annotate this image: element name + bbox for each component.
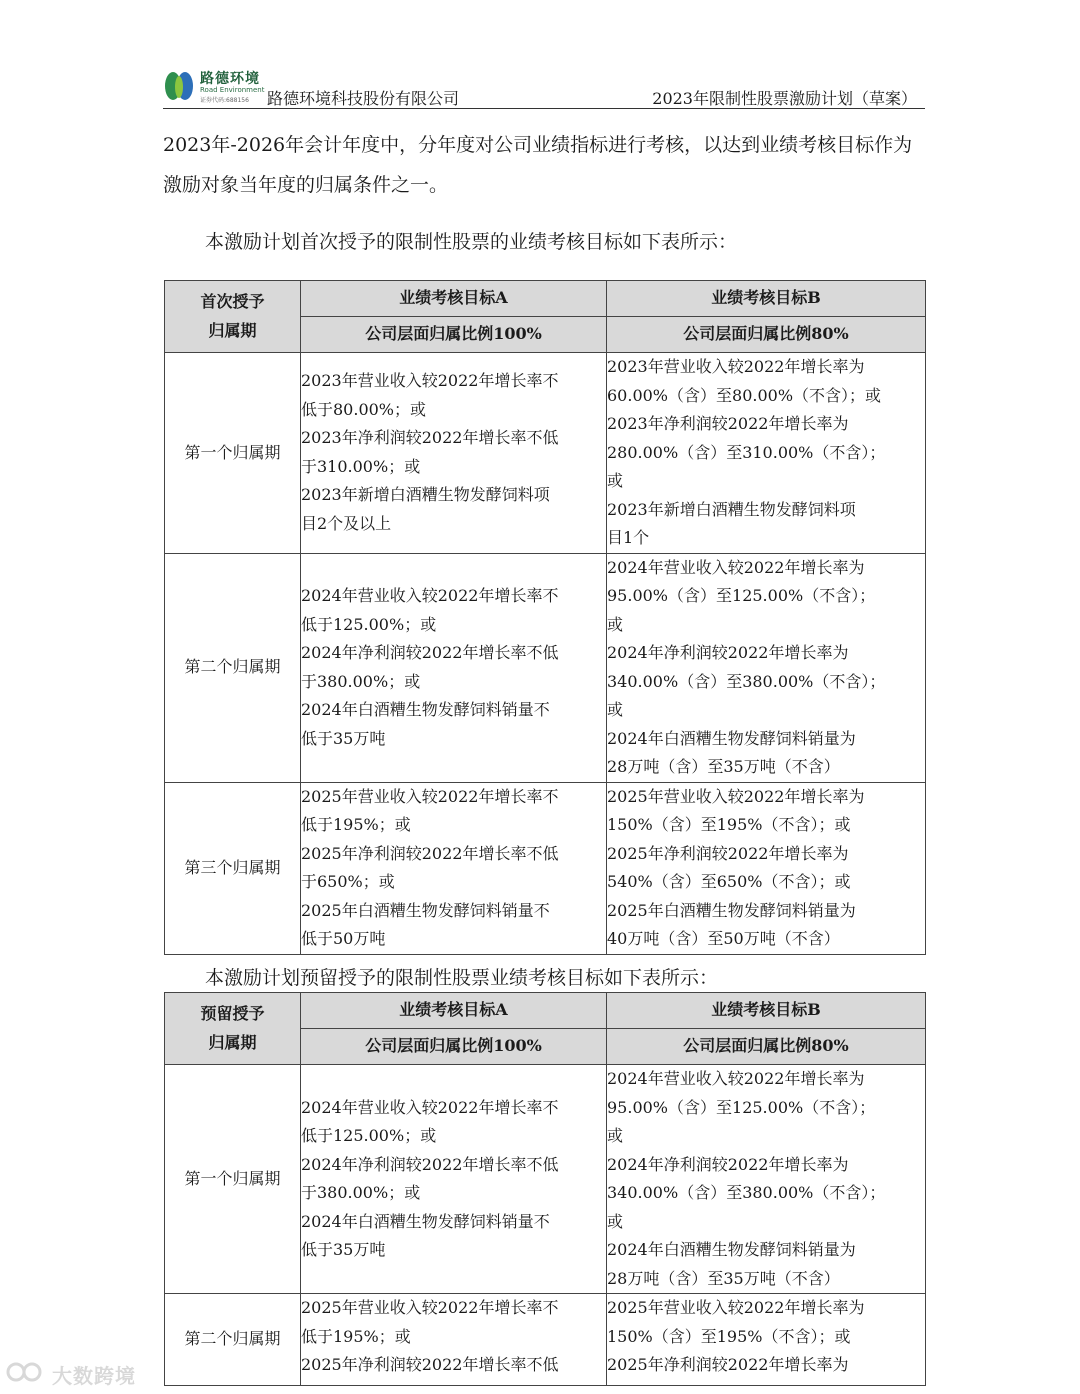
- target-line: 2024年营业收入较2022年增长率不: [301, 1097, 559, 1117]
- col-header-target-a: 业绩考核目标A: [301, 281, 607, 317]
- target-line: 2024年净利润较2022年增长率为: [607, 643, 849, 662]
- sub-header-ratio-a: 公司层面归属比例100%: [301, 317, 607, 353]
- period-cell: 第二个归属期: [165, 553, 301, 782]
- col-header-target-a: 业绩考核目标A: [301, 993, 607, 1029]
- target-line: 2024年净利润较2022年增长率为: [607, 1154, 849, 1174]
- table-row: [165, 782, 926, 954]
- target-b-cell: [607, 782, 926, 954]
- sub-header-ratio-b: 公司层面归属比例80%: [607, 1029, 926, 1065]
- target-a-cell: [301, 1294, 607, 1386]
- target-line: 28万吨（含）至35万吨（不含）: [607, 1268, 840, 1288]
- intro-paragraph: 2023年-2026年会计年度中，分年度对公司业绩指标进行考核，以达到业绩考核目标作为激励对象当年度的归属条件之一。: [163, 134, 913, 196]
- company-name: 路德环境科技股份有限公司: [267, 89, 460, 108]
- table-row: [165, 353, 926, 554]
- target-line: 150%（含）至195%（不含）；或: [607, 1326, 851, 1346]
- target-line: 2023年净利润较2022年增长率不低: [301, 428, 559, 448]
- target-line: 于650%；或: [301, 872, 395, 891]
- target-line: 2023年营业收入较2022年增长率为: [607, 357, 865, 376]
- target-line: 2025年净利润较2022年增长率为: [607, 1355, 849, 1374]
- target-line: 2025年营业收入较2022年增长率不: [301, 786, 559, 806]
- logo-stock-code: 证券代码:688156: [200, 97, 249, 104]
- target-a-cell: [301, 782, 607, 954]
- table2-caption: 本激励计划预留授予的限制性股票业绩考核目标如下表所示：: [205, 967, 719, 989]
- target-b-cell: [607, 1065, 926, 1294]
- target-line: 2024年营业收入较2022年增长率为: [607, 557, 865, 577]
- target-line: 2024年白酒糟生物发酵饲料销量为: [607, 1240, 856, 1259]
- target-line: 低于195%；或: [301, 815, 411, 834]
- target-line: 目1个: [607, 528, 650, 547]
- target-line: 340.00%（含）至380.00%（不含）；: [607, 1183, 886, 1202]
- logo-name-en: Road Environment: [200, 86, 265, 94]
- target-line: 2025年营业收入较2022年增长率为: [607, 1298, 865, 1317]
- target-b-cell: [607, 1294, 926, 1386]
- target-line: 150%（含）至195%（不含）；或: [607, 815, 851, 834]
- target-a-cell: [301, 1065, 607, 1294]
- target-line: 95.00%（含）至125.00%（不含）；: [607, 586, 876, 605]
- target-line: 或: [607, 614, 624, 634]
- reserved-grant-table: [164, 992, 926, 1386]
- target-line: 或: [607, 1211, 624, 1231]
- target-b-cell: [607, 553, 926, 782]
- target-line: 2025年净利润较2022年增长率不低: [301, 843, 559, 863]
- target-line: 40万吨（含）至50万吨（不含）: [607, 929, 840, 948]
- target-line: 2025年营业收入较2022年增长率为: [607, 786, 865, 806]
- period-cell: 第一个归属期: [165, 353, 301, 554]
- target-line: 低于195%；或: [301, 1326, 411, 1346]
- target-a-cell: [301, 553, 607, 782]
- target-line: 或: [607, 1126, 624, 1145]
- table-row: [165, 553, 926, 782]
- target-line: 340.00%（含）至380.00%（不含）；: [607, 671, 886, 691]
- target-line: 280.00%（含）至310.00%（不含）；: [607, 442, 886, 462]
- target-line: 540%（含）至650%（不含）；或: [607, 872, 851, 891]
- target-line: 或: [607, 700, 624, 719]
- target-line: 低于50万吨: [301, 929, 386, 948]
- table-row: [165, 1065, 926, 1294]
- target-line: 2024年营业收入较2022年增长率为: [607, 1069, 865, 1088]
- target-line: 28万吨（含）至35万吨（不含）: [607, 757, 840, 776]
- sub-header-ratio-a: 公司层面归属比例100%: [301, 1029, 607, 1065]
- watermark: [6, 1354, 146, 1390]
- target-line: 低于35万吨: [301, 728, 386, 748]
- target-line: 2024年白酒糟生物发酵饲料销量为: [607, 728, 856, 748]
- target-line: 2024年净利润较2022年增长率不低: [301, 1154, 559, 1174]
- period-cell: 第一个归属期: [165, 1065, 301, 1294]
- plan-title: 2023年限制性股票激励计划（草案）: [652, 89, 917, 108]
- period-cell: 第二个归属期: [165, 1294, 301, 1386]
- target-line: 2023年新增白酒糟生物发酵饲料项: [301, 485, 550, 505]
- target-line: 2024年白酒糟生物发酵饲料销量不: [301, 700, 550, 719]
- target-line: 2023年净利润较2022年增长率为: [607, 414, 849, 433]
- target-line: 于380.00%；或: [301, 671, 421, 691]
- sub-header-ratio-b: 公司层面归属比例80%: [607, 317, 926, 353]
- period-cell: 第三个归属期: [165, 782, 301, 954]
- target-line: 2024年营业收入较2022年增长率不: [301, 586, 559, 605]
- target-line: 2023年营业收入较2022年增长率不: [301, 371, 559, 391]
- target-line: 60.00%（含）至80.00%（不含）；或: [607, 385, 882, 405]
- target-line: 2023年新增白酒糟生物发酵饲料项: [607, 499, 856, 519]
- target-line: 于310.00%；或: [301, 456, 421, 476]
- target-b-cell: [607, 353, 926, 554]
- target-line: 低于125.00%；或: [301, 1126, 437, 1145]
- col-header-target-b: 业绩考核目标B: [607, 993, 926, 1029]
- target-line: 2025年净利润较2022年增长率不低: [301, 1355, 559, 1374]
- watermark-text: 大数跨境: [52, 1364, 136, 1388]
- initial-grant-table: [164, 280, 926, 955]
- logo-name-cn: 路德环境: [200, 71, 260, 87]
- target-line: 2025年白酒糟生物发酵饲料销量为: [607, 900, 856, 920]
- target-line: 低于80.00%；或: [301, 399, 427, 419]
- col-header-target-b: 业绩考核目标B: [607, 281, 926, 317]
- watermark-logo-icon: [6, 1358, 46, 1386]
- target-a-cell: [301, 353, 607, 554]
- page-header: [163, 64, 925, 109]
- target-line: 或: [607, 471, 624, 490]
- col-header-period: 首次授予归属期: [165, 281, 301, 353]
- target-line: 2024年白酒糟生物发酵饲料销量不: [301, 1211, 550, 1231]
- table1-caption: 本激励计划首次授予的限制性股票的业绩考核目标如下表所示：: [205, 231, 738, 253]
- col-header-period: 预留授予归属期: [165, 993, 301, 1065]
- target-line: 2025年白酒糟生物发酵饲料销量不: [301, 900, 550, 920]
- target-line: 95.00%（含）至125.00%（不含）；: [607, 1097, 876, 1117]
- table-row: [165, 1294, 926, 1386]
- target-line: 于380.00%；或: [301, 1183, 421, 1202]
- target-line: 低于35万吨: [301, 1240, 386, 1259]
- target-line: 2024年净利润较2022年增长率不低: [301, 643, 559, 662]
- logo-leaf-icon: [163, 70, 197, 102]
- target-line: 目2个及以上: [301, 513, 392, 533]
- target-line: 2025年净利润较2022年增长率为: [607, 843, 849, 863]
- target-line: 2025年营业收入较2022年增长率不: [301, 1298, 559, 1317]
- company-logo: [163, 68, 267, 104]
- target-line: 低于125.00%；或: [301, 614, 437, 634]
